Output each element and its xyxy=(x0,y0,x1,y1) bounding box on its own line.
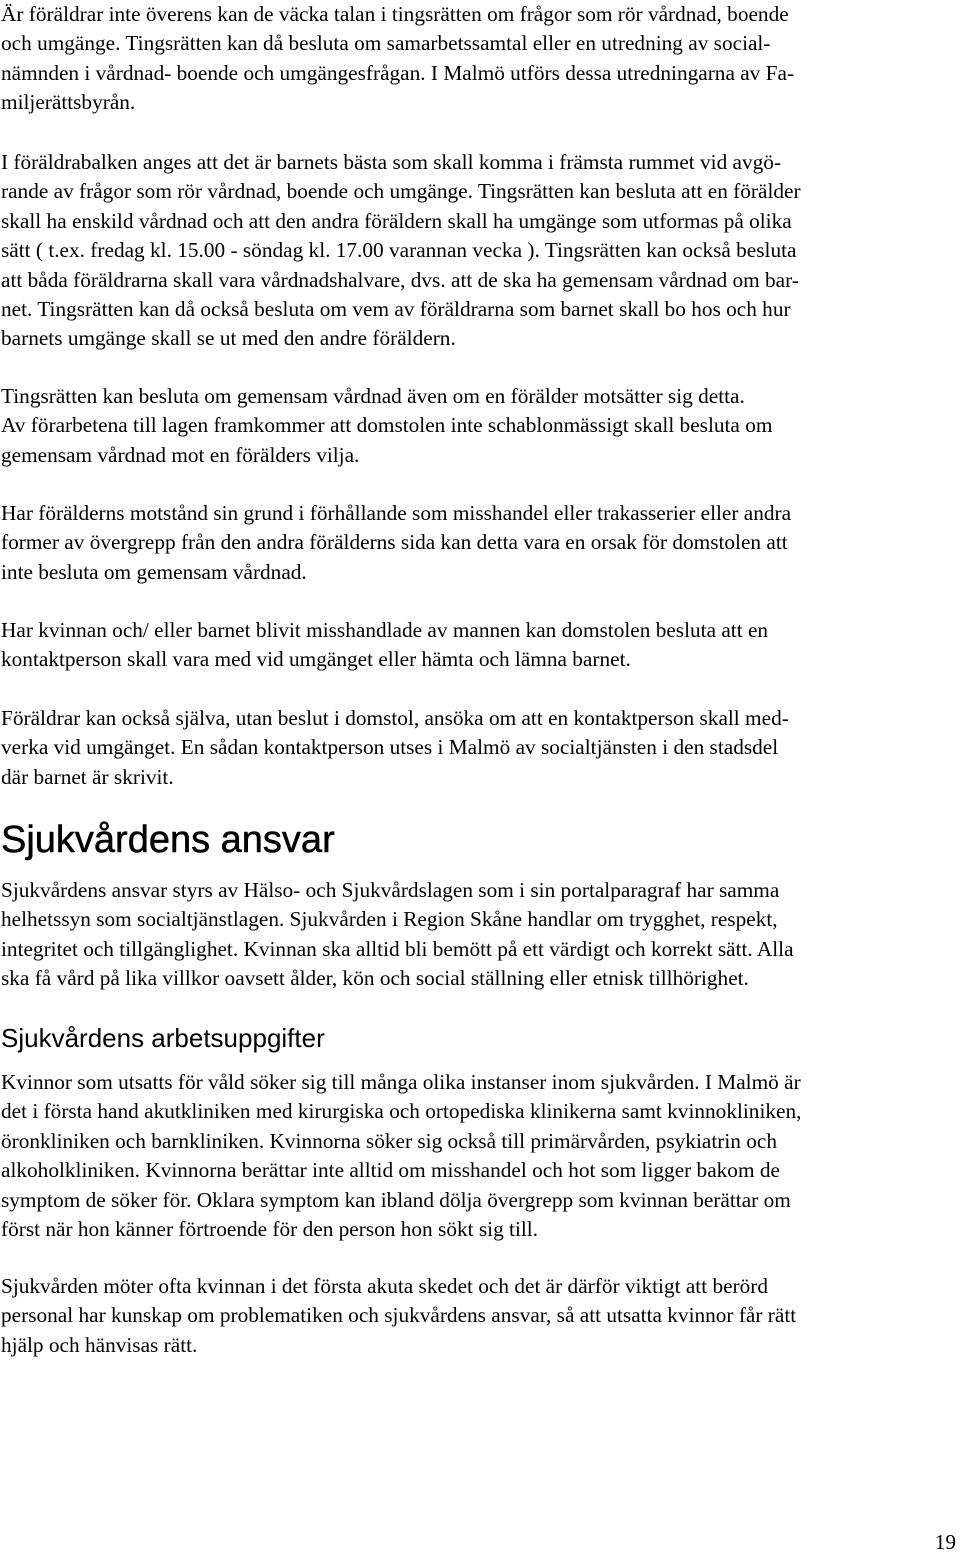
text-line: Har kvinnan och/ eller barnet blivit misshandlade av mannen kan domstolen besluta att en xyxy=(1,618,769,642)
text-line: först när hon känner förtroende för den person hon sökt sig till. xyxy=(1,1217,539,1242)
text-line: former av övergrepp från den andra förälderns sida kan detta vara en orsak för domstolen att xyxy=(1,530,788,555)
text-line: och umgänge. Tingsrätten kan då besluta om samarbetssamtal eller en utredning av social- xyxy=(1,31,771,56)
text-line: Har förälderns motstånd sin grund i förhållande som misshandel eller trakasserier eller andra xyxy=(1,501,792,525)
text-line: I föräldrabalken anges att det är barnets bästa som skall komma i främsta rummet vid avgö- xyxy=(1,150,782,174)
text-line: barnets umgänge skall se ut med den andre föräldern. xyxy=(1,326,456,351)
text-line: det i första hand akutkliniken med kirurgiska och ortopediska klinikerna samt kvinnokliniken, xyxy=(1,1099,802,1124)
text-line: hjälp och hänvisas rätt. xyxy=(1,1332,198,1357)
text-line: Sjukvårdens ansvar styrs av Hälso- och Sjukvårdslagen som i sin portalparagraf har samma xyxy=(1,878,780,902)
text-line: rande av frågor som rör vårdnad, boende och umgänge. Tingsrätten kan besluta att en förälder xyxy=(1,179,801,204)
text-line: helhetssyn som socialtjänstlagen. Sjukvården i Region Skåne handlar om trygghet, respekt, xyxy=(1,907,778,932)
paragraph xyxy=(1,616,768,675)
page-number: 19 xyxy=(934,1530,956,1554)
paragraph xyxy=(1,0,794,118)
text-line: symptom de söker för. Oklara symptom kan ibland dölja övergrepp som kvinnan berättar om xyxy=(1,1187,791,1212)
paragraph xyxy=(1,1068,801,1244)
text-line: alkoholkliniken. Kvinnorna berättar inte alltid om misshandel och hot som ligger bakom de xyxy=(1,1158,780,1183)
text-line: Sjukvården möter ofta kvinnan i det första akuta skedet och det är därför viktigt att berörd xyxy=(1,1274,769,1298)
subsection-heading: Sjukvårdens arbetsuppgifter xyxy=(1,1023,325,1053)
paragraph xyxy=(1,148,801,354)
paragraph xyxy=(1,704,789,792)
text-line: Tingsrätten kan besluta om gemensam vårdnad även om en förälder motsätter sig detta. xyxy=(1,384,745,408)
text-line: miljerättsbyrån. xyxy=(1,90,136,115)
text-line: öronkliniken och barnkliniken. Kvinnorna söker sig också till primärvården, psykiatrin och xyxy=(1,1128,777,1153)
text-line: Är föräldrar inte överens kan de väcka talan i tingsrätten om frågor som rör vårdnad, boende xyxy=(1,2,789,26)
text-line: net. Tingsrätten kan då också besluta om vem av föräldrarna som barnet skall bo hos och hur xyxy=(1,297,791,322)
text-line: att båda föräldrarna skall vara vårdnadshalvare, dvs. att de ska ha gemensam vårdnad om bar- xyxy=(1,267,799,292)
text-line: integritet och tillgänglighet. Kvinnan ska alltid bli bemött på ett värdigt och korrekt sätt. Alla xyxy=(1,936,794,961)
text-line: personal har kunskap om problematiken och sjukvårdens ansvar, så att utsatta kvinnor får rätt xyxy=(1,1303,797,1328)
text-line: nämnden i vårdnad- boende och umgängesfrågan. I Malmö utförs dessa utredningarna av Fa- xyxy=(1,60,795,85)
text-line: sätt ( t.ex. fredag kl. 15.00 - söndag kl. 17.00 varannan vecka ). Tingsrätten kan också besluta xyxy=(1,238,797,263)
section-heading: Sjukvårdens ansvar xyxy=(1,819,335,861)
paragraph xyxy=(1,1272,796,1360)
text-line: Kvinnor som utsatts för våld söker sig till många olika instanser inom sjukvården. I Malmö är xyxy=(1,1070,801,1094)
paragraph xyxy=(1,382,772,470)
text-line: skall ha enskild vårdnad och att den andra föräldern skall ha umgänge som utformas på olika xyxy=(1,208,792,233)
text-line: där barnet är skrivit. xyxy=(1,764,174,789)
text-line: Av förarbetena till lagen framkommer att domstolen inte schablonmässigt skall besluta om xyxy=(1,413,773,438)
text-line: gemensam vårdnad mot en förälders vilja. xyxy=(1,442,360,467)
text-line: kontaktperson skall vara med vid umgänget eller hämta och lämna barnet. xyxy=(1,647,631,672)
text-line: ska få vård på lika villkor oavsett ålder, kön och social ställning eller etnisk tillhörighet. xyxy=(1,966,749,991)
paragraph xyxy=(1,876,794,994)
text-line: Föräldrar kan också själva, utan beslut i domstol, ansöka om att en kontaktperson skall med- xyxy=(1,706,789,730)
paragraph xyxy=(1,499,791,587)
text-line: inte besluta om gemensam vårdnad. xyxy=(1,559,307,584)
text-line: verka vid umgänget. En sådan kontaktperson utses i Malmö av socialtjänsten i den stadsdel xyxy=(1,735,779,760)
